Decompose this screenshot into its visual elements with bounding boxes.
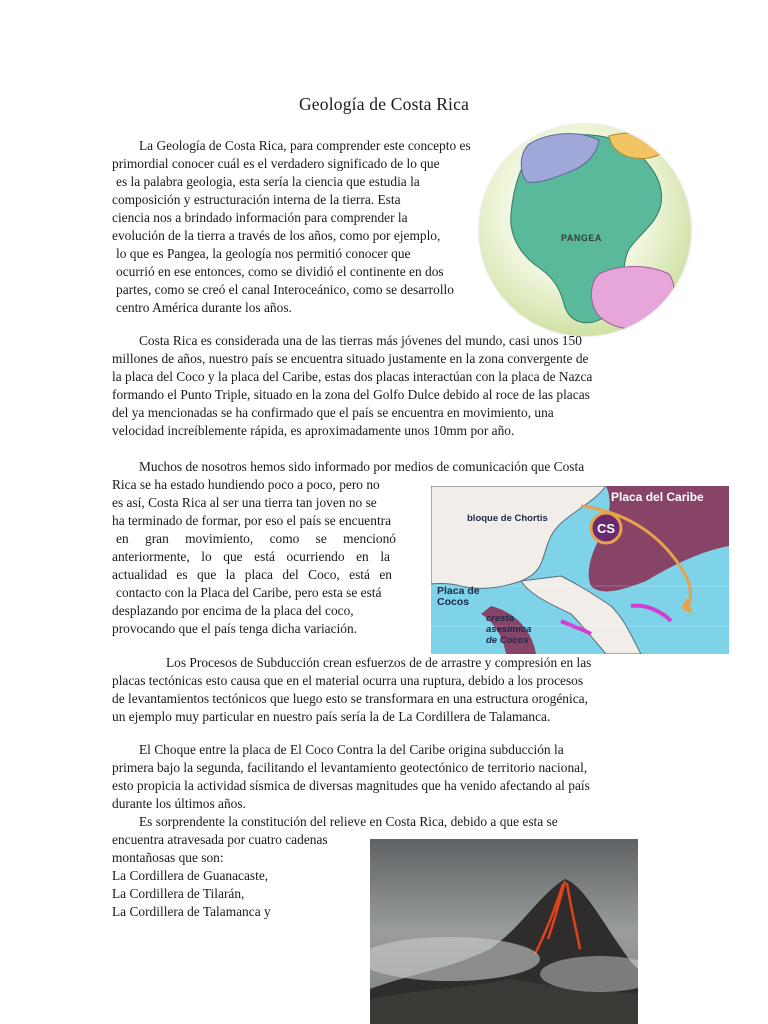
text-line: provocando que el país tenga dicha variación. [112,621,358,636]
text-line: Los Procesos de Subducción crean esfuerzos de de arrastre y compresión en las [166,655,592,670]
text-line: un ejemplo muy particular en nuestro país sería la de La Cordillera de Talamanca. [112,709,551,724]
text-line: del ya mencionadas se ha confirmado que el país se encuentra en movimiento, una [112,405,554,420]
text-line: esto propicia la actividad sísmica de diversas magnitudes que ha venido afectando al país [112,778,590,793]
text-line: primordial conocer cuál es el verdadero significado de lo que [112,156,440,171]
text-line: millones de años, nuestro país se encuentra situado justamente en la zona convergente de [112,351,589,366]
volcano-image [370,839,638,1024]
text-line: ha terminado de formar, por eso el país se encuentra [112,513,392,528]
text-line: Rica se ha estado hundiendo poco a poco, pero no [112,477,380,492]
text-line: composición y estructuración interna de la tierra. Esta [112,192,401,207]
text-line: La Geología de Costa Rica, para comprender este concepto es [139,138,471,153]
text-line: placas tectónicas esto causa que en el material ocurra una ruptura, debido a los procesos [112,673,584,688]
text-line: ocurrió en ese entonces, como se dividió el continente en dos [116,264,444,279]
placa-caribe-label: Placa del Caribe [611,490,704,504]
text-line: centro América durante los años. [116,300,292,315]
placa-cocos-label: Placa de Cocos [437,585,480,608]
chortis-label: bloque de Chortis [467,513,548,524]
text-line: lo que es Pangea, la geología nos permitió conocer que [116,246,411,261]
text-line: primera bajo la segunda, facilitando el levantamiento geotectónico de territorio nacional, [112,760,588,775]
text-line: montañosas que son: [112,850,224,865]
text-line: ciencia nos a brindado información para comprender la [112,210,408,225]
text-line: evolución de la tierra a través de los años, como por ejemplo, [112,228,441,243]
text-line: Costa Rica es considerada una de las tierras más jóvenes del mundo, casi unos 150 [139,333,582,348]
text-line: en gran movimiento, como se mencionó [116,531,396,546]
text-line: durante los últimos años. [112,796,246,811]
text-line: velocidad increíblemente rápida, es aproximadamente unos 10mm por año. [112,423,515,438]
pangea-globe-image [479,124,691,336]
text-line: partes, como se creó el canal Interoceánico, como se desarrollo [116,282,454,297]
text-line: contacto con la Placa del Caribe, pero esta se está [116,585,382,600]
list-item: La Cordillera de Guanacaste, [112,868,269,883]
text-line: formando el Punto Triple, situado en la zona del Golfo Dulce debido al roce de las placas [112,387,590,402]
text-line: de levantamientos tectónicos que luego esto se transformara en una estructura orogénica, [112,691,588,706]
text-line: anteriormente, lo que está ocurriendo en la [112,549,390,564]
text-line: es la palabra geologia, esta sería la ciencia que estudia la [116,174,420,189]
cs-badge-label: CS [596,521,616,536]
pangea-label: PANGEA [561,233,602,243]
text-line: Es sorprendente la constitución del relieve en Costa Rica, debido a que esta se [139,814,558,829]
text-line: actualidad es que la placa del Coco, está en [112,567,392,582]
plate-map-image [431,486,729,654]
text-line: la placa del Coco y la placa del Caribe, estas dos placas interactúan con la placa de Nazca [112,369,593,384]
text-line: encuentra atravesada por cuatro cadenas [112,832,328,847]
list-item: La Cordillera de Talamanca y [112,904,271,919]
text-line: Muchos de nosotros hemos sido informado por medios de comunicación que Costa [139,459,585,474]
list-item: La Cordillera de Tilarán, [112,886,245,901]
text-line: es así, Costa Rica al ser una tierra tan joven no se [112,495,377,510]
text-line: El Choque entre la placa de El Coco Contra la del Caribe origina subducción la [139,742,564,757]
cresta-label: cresta asesimica de Cocos [486,613,532,646]
page-title: Geología de Costa Rica [298,94,470,114]
gondwana-south-shape [592,267,675,330]
text-line: desplazando por encima de la placa del coco, [112,603,354,618]
